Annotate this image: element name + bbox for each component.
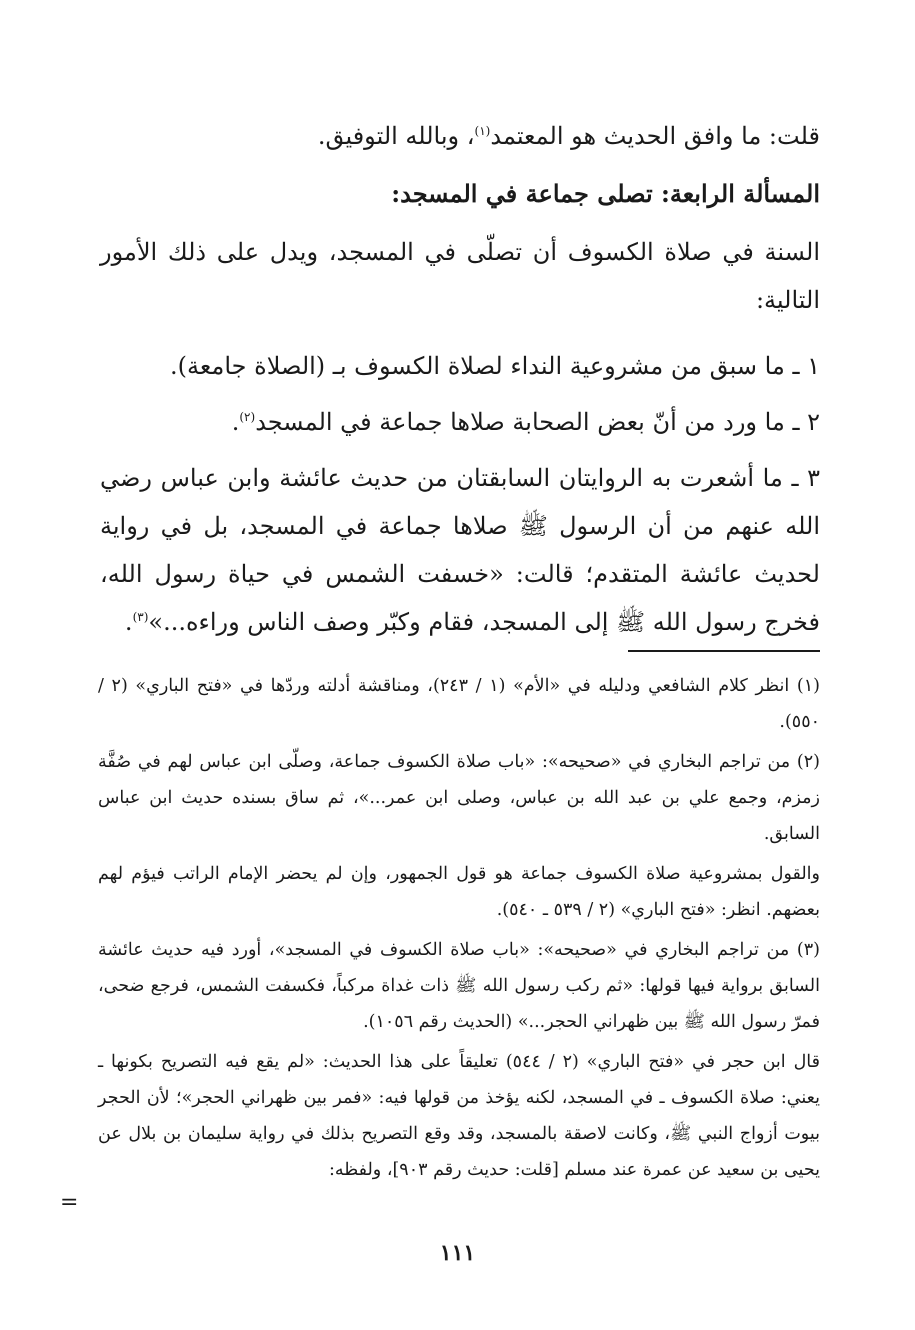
footnote-2: (٢) من تراجم البخاري في «صحيحه»: «باب صلاة الكسوف جماعة، وصلّى ابن عباس لهم في صُفَّة زمزم، وجمع علي بن عبد الله بن عباس، وصلى ابن عمر...»، ثم ساق بسنده حديث ابن عباس السابق.	[98, 752, 820, 844]
footnotes	[98, 668, 820, 1192]
paragraph-text-end: ، وبالله التوفيق.	[317, 122, 475, 150]
page-number: ١١١	[439, 1240, 476, 1266]
footnote-3-continued: قال ابن حجر في «فتح الباري» (٢ / ٥٤٤) تعليقاً على هذا الحديث: «لم يقع فيه التصريح بكونها ـ يعني: صلاة الكسوف ـ في المسجد، لكنه يؤخذ من قولها فيه: «فمر بين ظهراني الحجر»؛ لأن الحجر بيوت أزواج النبي ﷺ، وكانت لاصقة بالمسجد، وقد وقع التصريح بذلك في رواية سليمان بن بلال عن يحيى بن سعيد عن عمرة عند مسلم [قلت: حديث رقم ٩٠٣]، ولفظه:	[98, 1052, 820, 1180]
footnote-2-continued: والقول بمشروعية صلاة الكسوف جماعة هو قول الجمهور، وإن لم يحضر الإمام الراتب فيؤم لهم بعضهم. انظر: «فتح الباري» (٢ / ٥٣٩ ـ ٥٤٠).	[98, 864, 820, 920]
list-item-text-end: .	[124, 608, 133, 636]
list-item-text: ٣ ـ ما أشعرت به الروايتان السابقتان من حديث عائشة وابن عباس رضي الله عنهم من أن الرسول ﷺ صلاها جماعة في المسجد، بل في رواية لحديث عائشة المتقدم؛ قالت: «خسفت الشمس في حياة رسول الله، فخرج رسول الله ﷺ إلى المسجد، فقام وكبّر وصف الناس وراءه...»	[100, 464, 820, 636]
list-item-1: ١ ـ ما سبق من مشروعية النداء لصلاة الكسوف بـ (الصلاة جامعة).	[170, 352, 820, 380]
list-item-text: ٢ ـ ما ورد من أنّ بعض الصحابة صلاها جماعة في المسجد	[255, 408, 820, 436]
main-text	[100, 112, 820, 646]
footnote-ref-1: (١)	[474, 124, 491, 138]
list-item-text-end: .	[231, 408, 240, 436]
list-item-2	[100, 398, 820, 446]
footnote-ref-2: (٢)	[239, 410, 256, 424]
footnote-divider	[628, 650, 820, 652]
paragraph-intro: السنة في صلاة الكسوف أن تصلّى في المسجد، ويدل على ذلك الأمور التالية:	[100, 238, 820, 314]
list-item-3	[100, 454, 820, 646]
footnote-ref-3: (٣)	[132, 610, 149, 624]
section-heading: المسألة الرابعة: تصلى جماعة في المسجد:	[391, 179, 820, 208]
footnote-3: (٣) من تراجم البخاري في «صحيحه»: «باب صلاة الكسوف في المسجد»، أورد فيه حديث عائشة السابق برواية فيها قولها: «ثم ركب رسول الله ﷺ ذات غداة مركباً، فكسفت الشمس، فرجع ضحى، فمرّ رسول الله ﷺ بين ظهراني الحجر...» (الحديث رقم ١٠٥٦).	[98, 940, 820, 1032]
paragraph-conclusion	[100, 112, 820, 160]
paragraph-text: قلت: ما وافق الحديث هو المعتمد	[490, 122, 820, 150]
footnote-1: (١) انظر كلام الشافعي ودليله في «الأم» (١ / ٢٤٣)، ومناقشة أدلته وردّها في «فتح الباري» (٢ / ٥٥٠).	[98, 676, 820, 732]
continuation-mark: =	[60, 1190, 79, 1215]
